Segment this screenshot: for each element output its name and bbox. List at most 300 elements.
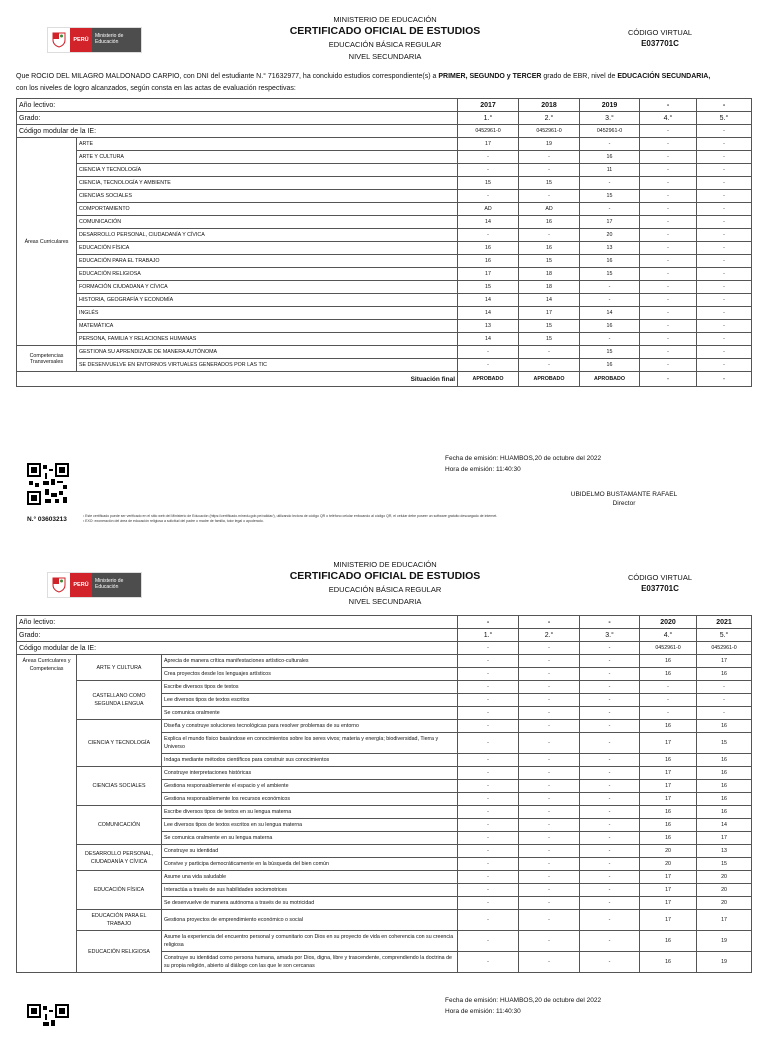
code-row-2-cell: - xyxy=(458,642,519,655)
grade-cell: - xyxy=(519,806,580,819)
page-title: CERTIFICADO OFICIAL DE ESTUDIOS xyxy=(289,570,481,582)
grade-cell: 16 xyxy=(519,242,580,255)
grade-cell: - xyxy=(519,681,580,694)
competencia-name: Interactúa a través de sus habilidades sociomotrices xyxy=(162,884,458,897)
grade-cell: - xyxy=(640,177,697,190)
grade-cell: - xyxy=(519,819,580,832)
area-name: MATEMÁTICA xyxy=(77,320,458,333)
area-name: DESARROLLO PERSONAL, CIUDADANÍA Y CÍVICA xyxy=(77,229,458,242)
grade-cell: 16 xyxy=(640,806,697,819)
grade-cell: - xyxy=(458,720,519,733)
grade-cell: 13 xyxy=(697,845,752,858)
grade-cell: - xyxy=(580,668,640,681)
intro-text-3: con los niveles de logro alcanzados, según consta en las actas de evaluación respectivas: xyxy=(16,85,296,92)
grade-cell: 16 xyxy=(697,668,752,681)
grade-cell: - xyxy=(519,655,580,668)
grade-cell: - xyxy=(697,294,752,307)
table-row xyxy=(17,931,752,952)
area-name: PERSONA, FAMILIA Y RELACIONES HUMANAS xyxy=(77,333,458,346)
table-row xyxy=(17,151,752,164)
year-row-cell: 2019 xyxy=(580,99,640,112)
final-status-cell: - xyxy=(697,372,752,387)
grade-row xyxy=(17,112,752,125)
grade-cell: 17 xyxy=(640,871,697,884)
competencia-name: Asume una vida saludable xyxy=(162,871,458,884)
grade-cell: 20 xyxy=(697,884,752,897)
area-name: EDUCACIÓN RELIGIOSA xyxy=(77,268,458,281)
grade-cell: - xyxy=(458,359,519,372)
emission-info-2 xyxy=(445,995,601,1017)
competencia-name: Lee diversos tipos de textos escritos en su lengua materna xyxy=(162,819,458,832)
table-row xyxy=(17,871,752,884)
grade-cell: - xyxy=(640,333,697,346)
grade-cell: 13 xyxy=(458,320,519,333)
grade-cell: 16 xyxy=(640,655,697,668)
final-status-cell: APROBADO xyxy=(519,372,580,387)
year-row-2-label: Año lectivo: xyxy=(17,616,458,629)
peru-shield-icon xyxy=(48,573,70,597)
grade-cell: - xyxy=(697,138,752,151)
grade-cell: - xyxy=(458,229,519,242)
grade-cell: - xyxy=(697,707,752,720)
grade-cell: - xyxy=(640,359,697,372)
table-row xyxy=(17,281,752,294)
grade-cell: - xyxy=(640,294,697,307)
grade-cell: - xyxy=(519,884,580,897)
grade-cell: - xyxy=(697,151,752,164)
grade-row-cell: 5.° xyxy=(697,112,752,125)
grade-cell: - xyxy=(580,806,640,819)
grade-cell: 16 xyxy=(640,754,697,767)
director-signature xyxy=(514,490,734,508)
area-name: EDUCACIÓN PARA EL TRABAJO xyxy=(77,255,458,268)
competencia-name: Gestiona responsablemente los recursos económicos xyxy=(162,793,458,806)
grade-cell: - xyxy=(580,720,640,733)
code-row-cell: 0452961-0 xyxy=(519,125,580,138)
grade-cell: 16 xyxy=(697,806,752,819)
grade-cell: 14 xyxy=(580,307,640,320)
grade-cell: - xyxy=(697,177,752,190)
grade-cell: 17 xyxy=(640,793,697,806)
final-status-label: Situación final xyxy=(17,372,458,387)
intro-level: EDUCACIÓN SECUNDARIA, xyxy=(617,73,711,80)
grade-cell: - xyxy=(519,190,580,203)
grade-cell: 15 xyxy=(458,281,519,294)
grade-cell: - xyxy=(458,806,519,819)
area-name: HISTORIA, GEOGRAFÍA Y ECONOMÍA xyxy=(77,294,458,307)
table-row xyxy=(17,177,752,190)
competencia-name: Escribe diversos tipos de textos en su lengua materna xyxy=(162,806,458,819)
grade-cell: - xyxy=(640,255,697,268)
emission-time-label: Hora de emisión: xyxy=(445,466,495,473)
area-name: INGLÉS xyxy=(77,307,458,320)
grade-row-cell: 4.° xyxy=(640,112,697,125)
grade-cell: - xyxy=(640,203,697,216)
grade-cell: - xyxy=(458,931,519,952)
grade-cell: AD xyxy=(458,203,519,216)
grade-cell: - xyxy=(697,268,752,281)
competencia-name: Indaga mediante métodos científicos para construir sus conocimientos xyxy=(162,754,458,767)
grade-cell: 18 xyxy=(519,268,580,281)
table-row xyxy=(17,806,752,819)
grade-cell: - xyxy=(580,707,640,720)
grade-cell: - xyxy=(458,897,519,910)
page-title: CERTIFICADO OFICIAL DE ESTUDIOS xyxy=(289,25,481,37)
grade-cell: - xyxy=(697,216,752,229)
competencia-name: Se comunica oralmente xyxy=(162,707,458,720)
grade-cell: - xyxy=(640,216,697,229)
grade-cell: - xyxy=(580,681,640,694)
grade-cell: - xyxy=(697,229,752,242)
grade-cell: 20 xyxy=(640,858,697,871)
table-row xyxy=(17,229,752,242)
competencia-name: Escribe diversos tipos de textos xyxy=(162,681,458,694)
year-row-cell: 2018 xyxy=(519,99,580,112)
grade-row-cell: 2.° xyxy=(519,112,580,125)
area-name: CIENCIAS SOCIALES xyxy=(77,767,162,806)
table-row xyxy=(17,203,752,216)
grade-cell: - xyxy=(458,884,519,897)
grade-cell: 16 xyxy=(640,720,697,733)
competencia-name: Asume la experiencia del encuentro personal y comunitario con Dios en su proyecto de vida en coherencia con su creencia religiosa xyxy=(162,931,458,952)
grade-cell: - xyxy=(519,793,580,806)
table-row xyxy=(17,268,752,281)
header xyxy=(0,0,768,60)
intro-grades: PRIMER, SEGUNDO y TERCER xyxy=(438,73,542,80)
footnote-2: ² EXO: exoneración del área de educación religiosa a solicitud del padre o madre de familia, tutor legal o apoderado. xyxy=(83,519,264,523)
grade-cell: - xyxy=(640,138,697,151)
grade-cell: - xyxy=(458,655,519,668)
grade-cell: 16 xyxy=(697,793,752,806)
grade-cell: 16 xyxy=(580,255,640,268)
code-row-cell: 0452961-0 xyxy=(458,125,519,138)
grade-cell: - xyxy=(697,359,752,372)
grade-cell: - xyxy=(697,203,752,216)
grade-cell: - xyxy=(458,871,519,884)
grade-cell: 15 xyxy=(519,320,580,333)
code-row-cell: 0452961-0 xyxy=(580,125,640,138)
grade-cell: - xyxy=(519,952,580,973)
grade-cell: - xyxy=(640,694,697,707)
grade-cell: 16 xyxy=(640,931,697,952)
grade-cell: - xyxy=(580,832,640,845)
peru-label: PERÚ xyxy=(70,573,92,597)
code-row-2-cell: - xyxy=(580,642,640,655)
year-row-2-cell: - xyxy=(519,616,580,629)
grade-cell: 14 xyxy=(697,819,752,832)
grade-cell: - xyxy=(458,733,519,754)
table-row xyxy=(17,307,752,320)
grade-cell: 16 xyxy=(640,819,697,832)
grade-cell: 17 xyxy=(640,897,697,910)
grade-cell: 15 xyxy=(580,268,640,281)
competencia-name: Crea proyectos desde los lenguajes artísticos xyxy=(162,668,458,681)
virtual-code xyxy=(600,28,720,48)
grade-cell: 16 xyxy=(458,255,519,268)
table-row xyxy=(17,845,752,858)
grade-cell: 14 xyxy=(458,307,519,320)
area-name: ARTE Y CULTURA xyxy=(77,655,162,681)
director-title: Director xyxy=(612,500,636,507)
grade-cell: - xyxy=(519,668,580,681)
grade-cell: 17 xyxy=(519,307,580,320)
competencia-name: SE DESENVUELVE EN ENTORNOS VIRTUALES GENERADOS POR LAS TIC xyxy=(77,359,458,372)
virtual-code-label: CÓDIGO VIRTUAL xyxy=(627,573,693,582)
grade-cell: 16 xyxy=(697,780,752,793)
grade-cell: - xyxy=(580,858,640,871)
year-row-cell: - xyxy=(697,99,752,112)
grade-cell: - xyxy=(640,681,697,694)
grade-cell: - xyxy=(580,910,640,931)
grade-cell: - xyxy=(640,307,697,320)
footnote-1: ¹ Este certificado puede ser verificado en el sitio web del Ministerio de Educación (https://certificado.minedu.gob.pe/validar/), utilizando lectora de código QR o teléfono celular enfocando al código QR, el celular debe poseer un software gratuito descargado de internet. xyxy=(83,514,498,518)
grade-cell: - xyxy=(519,897,580,910)
grade-row-2-cell: 5.° xyxy=(697,629,752,642)
qr-code-2 xyxy=(27,1004,69,1046)
grade-cell: - xyxy=(640,190,697,203)
grade-cell: - xyxy=(458,681,519,694)
area-name: EDUCACIÓN FÍSICA xyxy=(77,242,458,255)
grade-cell: 14 xyxy=(458,333,519,346)
table-row xyxy=(17,216,752,229)
grade-cell: - xyxy=(580,793,640,806)
education-type: EDUCACIÓN BÁSICA REGULAR xyxy=(328,585,442,594)
table-row xyxy=(17,346,752,359)
grade-row-2 xyxy=(17,629,752,642)
area-name: CASTELLANO COMO SEGUNDA LENGUA xyxy=(77,681,162,720)
grade-cell: - xyxy=(580,819,640,832)
grade-cell: - xyxy=(519,754,580,767)
grade-row-cell: 3.° xyxy=(580,112,640,125)
table-row xyxy=(17,655,752,668)
table-row xyxy=(17,255,752,268)
area-name: CIENCIA Y TECNOLOGÍA xyxy=(77,164,458,177)
grade-cell: - xyxy=(519,164,580,177)
final-status-cell: APROBADO xyxy=(580,372,640,387)
code-row-2 xyxy=(17,642,752,655)
ministerio-title: MINISTERIO DE EDUCACIÓN xyxy=(333,560,437,569)
code-row xyxy=(17,125,752,138)
grade-cell: - xyxy=(519,733,580,754)
area-name: COMPORTAMIENTO xyxy=(77,203,458,216)
grade-cell: - xyxy=(519,767,580,780)
grade-cell: - xyxy=(519,720,580,733)
grade-cell: - xyxy=(519,845,580,858)
grade-cell: - xyxy=(640,164,697,177)
title-block xyxy=(230,15,540,61)
grade-cell: 19 xyxy=(697,952,752,973)
competencia-name: Lee diversos tipos de textos escritos xyxy=(162,694,458,707)
table-row xyxy=(17,190,752,203)
year-row-2-cell: 2021 xyxy=(697,616,752,629)
grade-cell: - xyxy=(519,346,580,359)
grade-cell: - xyxy=(580,281,640,294)
grade-cell: - xyxy=(580,952,640,973)
competencia-name: Gestiona responsablemente el espacio y el ambiente xyxy=(162,780,458,793)
table-row xyxy=(17,242,752,255)
table-row xyxy=(17,720,752,733)
competencia-name: Construye su identidad como persona humana, amada por Dios, digna, libre y trascendente, comprendiendo la doctrina de su propia religión, abierto al diálogo con las que le son cercanas xyxy=(162,952,458,973)
area-name: ARTE Y CULTURA xyxy=(77,151,458,164)
grade-cell: - xyxy=(580,294,640,307)
grade-cell: 17 xyxy=(697,910,752,931)
final-status-cell: APROBADO xyxy=(458,372,519,387)
grade-cell: - xyxy=(458,668,519,681)
intro-paragraph xyxy=(16,71,754,95)
grade-row-2-cell: 2.° xyxy=(519,629,580,642)
area-group-label: Áreas Curriculares xyxy=(17,138,77,346)
grade-cell: - xyxy=(697,694,752,707)
grade-cell: 16 xyxy=(580,320,640,333)
competencia-name: GESTIONA SU APRENDIZAJE DE MANERA AUTÓNOMA xyxy=(77,346,458,359)
emission-time: 11:40:30 xyxy=(495,466,521,473)
grade-cell: - xyxy=(458,793,519,806)
grade-cell: - xyxy=(640,151,697,164)
table-row xyxy=(17,320,752,333)
competencia-name: Diseña y construye soluciones tecnológicas para resolver problemas de su entorno xyxy=(162,720,458,733)
table-row xyxy=(17,138,752,151)
grade-cell: 14 xyxy=(458,216,519,229)
grade-cell: 17 xyxy=(458,268,519,281)
grade-cell: - xyxy=(640,707,697,720)
year-row-cell: 2017 xyxy=(458,99,519,112)
grade-cell: - xyxy=(458,858,519,871)
grade-cell: - xyxy=(697,281,752,294)
grade-cell: AD xyxy=(519,203,580,216)
grade-cell: - xyxy=(580,871,640,884)
area-name: EDUCACIÓN PARA EL TRABAJO xyxy=(77,910,162,931)
grade-cell: - xyxy=(640,281,697,294)
area-name: COMUNICACIÓN xyxy=(77,216,458,229)
area-name: ARTE xyxy=(77,138,458,151)
grade-cell: - xyxy=(458,767,519,780)
grade-cell: - xyxy=(580,733,640,754)
grade-cell: - xyxy=(519,910,580,931)
grade-cell: - xyxy=(580,138,640,151)
year-row-2-cell: - xyxy=(580,616,640,629)
code-row-cell: - xyxy=(697,125,752,138)
area-name: CIENCIAS SOCIALES xyxy=(77,190,458,203)
code-row-2-label: Código modular de la IE: xyxy=(17,642,458,655)
grade-cell: 15 xyxy=(519,333,580,346)
grade-row-2-cell: 3.° xyxy=(580,629,640,642)
competencia-name: Gestiona proyectos de emprendimiento económico o social xyxy=(162,910,458,931)
grade-cell: - xyxy=(458,845,519,858)
grade-cell: - xyxy=(640,346,697,359)
grade-cell: - xyxy=(458,910,519,931)
grade-cell: 15 xyxy=(580,190,640,203)
grade-cell: 16 xyxy=(640,952,697,973)
emission-info xyxy=(445,453,601,475)
grade-cell: 15 xyxy=(458,177,519,190)
code-row-2-cell: 0452961-0 xyxy=(697,642,752,655)
peru-label: PERÚ xyxy=(70,28,92,52)
year-row-2-cell: - xyxy=(458,616,519,629)
grade-cell: - xyxy=(580,655,640,668)
education-level: NIVEL SECUNDARIA xyxy=(348,52,422,61)
grade-cell: - xyxy=(580,897,640,910)
grade-cell: 16 xyxy=(519,216,580,229)
grade-row-2-cell: 1.° xyxy=(458,629,519,642)
grade-cell: - xyxy=(580,931,640,952)
grade-cell: - xyxy=(519,359,580,372)
table-row xyxy=(17,333,752,346)
ministerio-label: Ministerio de Educación xyxy=(92,573,141,597)
competencia-name: Construye interpretaciones históricas xyxy=(162,767,458,780)
grade-cell: - xyxy=(640,268,697,281)
grade-cell: - xyxy=(697,320,752,333)
grade-cell: - xyxy=(519,229,580,242)
grade-cell: - xyxy=(458,151,519,164)
grade-cell: 16 xyxy=(697,767,752,780)
grade-cell: - xyxy=(458,952,519,973)
grade-cell: - xyxy=(519,858,580,871)
table-row xyxy=(17,164,752,177)
year-row-cell: - xyxy=(640,99,697,112)
minedu-logo-2 xyxy=(47,572,142,598)
area-name: FORMACIÓN CIUDADANA Y CÍVICA xyxy=(77,281,458,294)
grade-cell: 15 xyxy=(697,858,752,871)
competencia-name: Convive y participa democráticamente en la búsqueda del bien común xyxy=(162,858,458,871)
education-type: EDUCACIÓN BÁSICA REGULAR xyxy=(328,40,442,49)
emission-date: HUAMBOS,20 de octubre del 2022 xyxy=(499,455,602,462)
grade-cell: - xyxy=(697,346,752,359)
virtual-code-2 xyxy=(600,573,720,593)
education-level: NIVEL SECUNDARIA xyxy=(348,597,422,606)
certificate-page-2 xyxy=(0,545,768,1015)
certificate-page-1 xyxy=(0,0,768,523)
table-row xyxy=(17,910,752,931)
code-row-2-cell: 0452961-0 xyxy=(640,642,697,655)
emission-date-label: Fecha de emisión: xyxy=(445,997,499,1004)
virtual-code-value: E037701C xyxy=(641,39,679,48)
grade-row-label: Grado: xyxy=(17,112,458,125)
emission-time: 11:40:30 xyxy=(495,1008,521,1015)
grade-cell: 20 xyxy=(640,845,697,858)
emission-date-label: Fecha de emisión: xyxy=(445,455,499,462)
grade-cell: - xyxy=(580,177,640,190)
grade-cell: 17 xyxy=(640,884,697,897)
grade-cell: 16 xyxy=(640,668,697,681)
area-name: DESARROLLO PERSONAL, CIUDADANÍA Y CÍVICA xyxy=(77,845,162,871)
grade-cell: 19 xyxy=(519,138,580,151)
area-name: CIENCIA Y TECNOLOGÍA xyxy=(77,720,162,767)
grade-cell: - xyxy=(519,694,580,707)
competencia-name: Se desenvuelve de manera autónoma a través de su motricidad xyxy=(162,897,458,910)
grade-cell: - xyxy=(458,164,519,177)
area-group-label: Áreas Curriculares y Competencias xyxy=(17,655,77,973)
table-row xyxy=(17,294,752,307)
virtual-code-value: E037701C xyxy=(641,584,679,593)
grade-cell: 17 xyxy=(697,655,752,668)
final-status-cell: - xyxy=(640,372,697,387)
ministerio-title: MINISTERIO DE EDUCACIÓN xyxy=(333,15,437,24)
grade-cell: - xyxy=(458,707,519,720)
grade-row-2-cell: 4.° xyxy=(640,629,697,642)
table-row xyxy=(17,767,752,780)
table-row xyxy=(17,681,752,694)
grade-cell: 19 xyxy=(697,931,752,952)
grade-cell: - xyxy=(458,832,519,845)
grade-cell: 16 xyxy=(697,720,752,733)
intro-text-2: grado de EBR, nivel de xyxy=(541,73,618,80)
grade-cell: - xyxy=(697,307,752,320)
grade-cell: - xyxy=(580,767,640,780)
grade-cell: 20 xyxy=(697,871,752,884)
grade-cell: - xyxy=(697,255,752,268)
grade-cell: - xyxy=(458,780,519,793)
grade-cell: - xyxy=(458,346,519,359)
